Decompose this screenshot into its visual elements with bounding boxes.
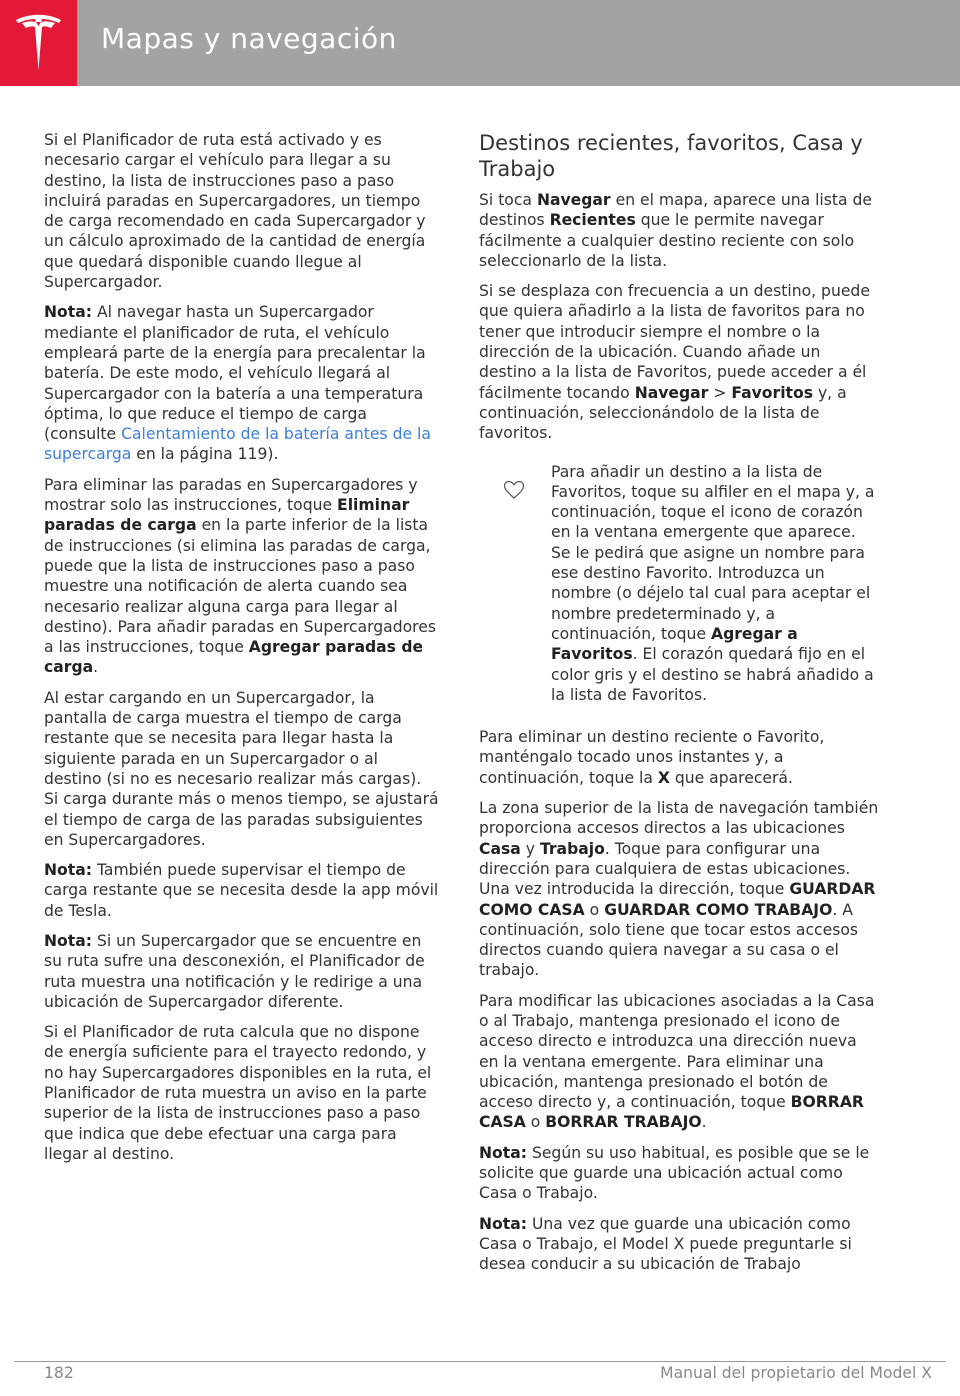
note-text: en la página 119). xyxy=(131,445,279,464)
text: que le permite navegar fácilmente a cualquier destino reciente con solo seleccionarlo de la lista. xyxy=(479,211,855,270)
page-header xyxy=(0,0,960,86)
text: Para añadir un destino a la lista de Favoritos, toque su alfiler en el mapa y, a continuación, toque el icono de corazón en la ventana emergente que aparece. Se le pedirá que asigne un nombre para ese destino Favorito. Introduzca un nombre (o déjelo tal cual para aceptar el nombre predeterminado y, a continuación, toque xyxy=(551,462,875,643)
text: . A continuación, solo tiene que tocar estos accesos directos cuando quiera navegar a su casa o el trabajo. xyxy=(479,900,859,980)
note xyxy=(479,1214,879,1275)
footer-divider xyxy=(14,1361,946,1362)
text: Para eliminar un destino reciente o Favorito, manténgalo tocado unos instantes y, a continuación, toque la xyxy=(479,728,825,787)
paragraph xyxy=(479,991,879,1133)
ui-label: Navegar xyxy=(536,191,611,209)
ui-label: BORRAR CASA xyxy=(479,1093,864,1132)
text: La zona superior de la lista de navegación también proporciona accesos directos a las ubicaciones xyxy=(479,799,879,838)
ui-label: Trabajo xyxy=(539,839,605,858)
ui-label: Recientes xyxy=(549,211,636,230)
footer-title: Manual del propietario del Model X xyxy=(660,1364,932,1382)
text: . xyxy=(701,1113,707,1132)
text: . xyxy=(93,658,99,677)
note xyxy=(44,860,440,921)
paragraph xyxy=(479,727,879,788)
ui-label: GUARDAR COMO CASA xyxy=(479,880,876,919)
page-number: 182 xyxy=(44,1364,74,1382)
note-label: Nota: xyxy=(44,931,92,950)
paragraph xyxy=(44,475,440,678)
text: Para eliminar las paradas en Supercargadores y mostrar solo las instrucciones, toque xyxy=(44,475,418,515)
note xyxy=(44,302,440,464)
heart-icon xyxy=(503,480,525,500)
left-column xyxy=(44,130,440,1174)
paragraph: Si el Planificador de ruta está activado y es necesario cargar el vehículo para llegar a su destino, la lista de instrucciones paso a paso incluirá paradas en Supercargadores, un tiempo de carga recomendado en cada Supercargador y un cálculo aproximado de la cantidad de energía que quedará disponible cuando llegue al Supercargador. xyxy=(44,131,426,292)
text: Para modificar las ubicaciones asociadas a la Casa o al Trabajo, mantenga presionado el icono de acceso directo e introduzca una dirección nueva en la ventana emergente. Para eliminar una ubicación, mantenga presionado el botón de acceso directo y, a continuación, toque xyxy=(479,991,875,1112)
note-label: Nota: xyxy=(44,303,92,322)
text: Si se desplaza con frecuencia a un destino, puede que quiera añadirlo a la lista de favoritos para no tener que introducir siempre el nombre o la dirección de la ubicación. Cuando añade un destino a la lista de Favoritos, puede acceder a él fácilmente tocando xyxy=(479,282,870,402)
text: > xyxy=(708,383,732,402)
text: . Toque para configurar una dirección para cualquiera de estas ubicaciones. Una vez introducida la dirección, toque xyxy=(479,839,851,899)
ui-label: X xyxy=(657,768,670,787)
tesla-logo-icon xyxy=(14,14,63,72)
text: o xyxy=(525,1113,546,1132)
ui-label: Agregar a Favoritos xyxy=(551,624,798,664)
ui-label: Casa xyxy=(479,839,521,858)
ui-label: BORRAR TRABAJO xyxy=(545,1113,702,1132)
note-text: Según su uso habitual, es posible que se le solicite que guarde una ubicación actual como Casa o Trabajo. xyxy=(479,1143,870,1203)
note xyxy=(44,931,440,1012)
text: o xyxy=(584,900,605,919)
right-column xyxy=(479,130,879,1285)
paragraph xyxy=(479,190,879,271)
ui-label: GUARDAR COMO TRABAJO xyxy=(604,900,833,919)
paragraph: Si el Planificador de ruta calcula que no dispone de energía suficiente para el trayecto redondo, y no hay Supercargadores disponibles en la ruta, el Planificador de ruta muestra un aviso en la parte superior de la lista de instrucciones paso a paso que indica que debe efectuar una carga para llegar al destino. xyxy=(44,1023,432,1163)
ui-label: Agregar paradas de carga xyxy=(44,638,424,677)
ui-label: Favoritos xyxy=(731,383,813,402)
cross-reference-link[interactable]: Calentamiento de la batería antes de la supercarga xyxy=(44,425,431,464)
paragraph: Al estar cargando en un Supercargador, la pantalla de carga muestra el tiempo de carga restante que se necesita para llegar hasta la siguiente parada en un Supercargador o al destino (si no es necesario realizar más cargas). Si carga durante más o menos tiempo, se ajustará el tiempo de carga de las paradas subsiguientes en Supercargadores. xyxy=(44,688,439,849)
tip-text xyxy=(551,462,879,706)
page-title: Mapas y navegación xyxy=(101,22,397,55)
tesla-logo xyxy=(0,0,77,86)
note-text: Al navegar hasta un Supercargador mediante el planificador de ruta, el vehículo empleará parte de la energía para precalentar la batería. De este modo, el vehículo llegará al Supercargador con la batería a una temperatura óptima, lo que reduce el tiempo de carga (consulte xyxy=(44,303,426,444)
note-text: Una vez que guarde una ubicación como Casa o Trabajo, el Model X puede preguntarle si desea conducir a su ubicación de Trabajo xyxy=(479,1214,852,1274)
text: y xyxy=(520,839,540,858)
note-label: Nota: xyxy=(479,1214,527,1233)
section-heading: Destinos recientes, favoritos, Casa y Trabajo xyxy=(479,131,863,181)
note-text: También puede supervisar el tiempo de carga restante que se necesita desde la app móvil de Tesla. xyxy=(44,861,439,920)
text: en el mapa, aparece una lista de destinos xyxy=(479,191,873,230)
tip-box xyxy=(479,462,879,706)
ui-label: Eliminar paradas de carga xyxy=(44,496,410,535)
paragraph xyxy=(479,798,879,981)
note-text: Si un Supercargador que se encuentre en su ruta sufre una desconexión, el Planificador de ruta muestra una notificación y le redirige a una ubicación de Supercargador diferente. xyxy=(44,931,425,1011)
text: que aparecerá. xyxy=(669,768,793,787)
note xyxy=(479,1143,879,1204)
text: y, a continuación, seleccionándolo de la lista de favoritos. xyxy=(479,383,847,443)
text: . El corazón quedará fijo en el color gris y el destino se habrá añadido a la lista de Favoritos. xyxy=(551,645,874,704)
paragraph xyxy=(479,281,879,443)
note-label: Nota: xyxy=(44,861,92,880)
ui-label: Navegar xyxy=(634,383,709,402)
text: Si toca xyxy=(479,191,537,209)
note-label: Nota: xyxy=(479,1143,527,1162)
text: en la parte inferior de la lista de instrucciones (si elimina las paradas de carga, puede que la lista de instrucciones paso a paso muestre una notificación de alerta cuando sea necesario realizar alguna carga para llegar al destino). Para añadir paradas en Supercargadores a las instrucciones, toque xyxy=(44,516,436,657)
